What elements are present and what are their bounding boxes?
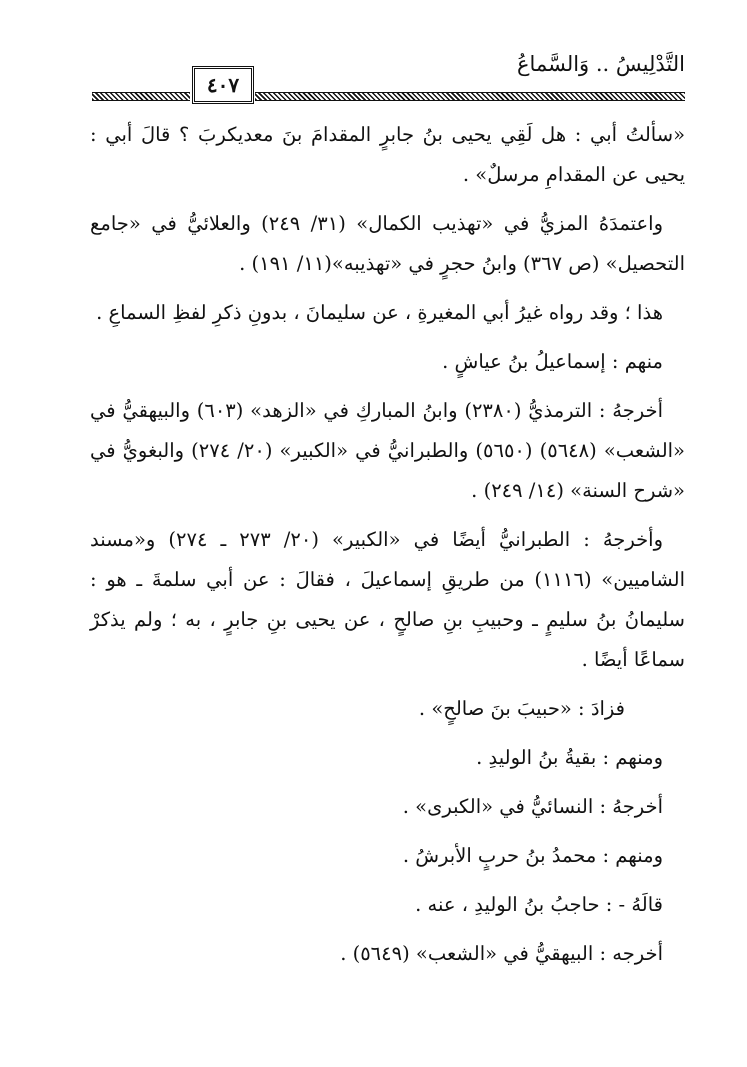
page-number: ٤٠٧ — [192, 66, 254, 104]
paragraph-quote: «سألتُ أبي : هل لَقِي يحيى بنُ جابرٍ المقدامَ بنَ معديكربَ ؟ قالَ أبي : يحيى عن المقدامِ مرسلٌ» . — [90, 123, 685, 186]
paragraph-nasai: أخرجهُ : النسائيُّ في «الكبرى» . — [402, 795, 663, 818]
header-rule-right — [255, 92, 685, 101]
paragraph-reliance: واعتمدَهُ المزيُّ في «تهذيب الكمال» (٣١/ ٢٤٩) والعلائيُّ في «جامع التحصيل» (ص ٣٦٧) وابنُ حجرٍ في «تهذيبه»(١١/ ١٩١) . — [90, 212, 685, 275]
paragraph-abrash: ومنهم : محمدُ بنُ حربٍ الأبرشُ . — [402, 844, 663, 867]
paragraph-baqiyya: ومنهم : بقيةُ بنُ الوليدِ . — [476, 746, 663, 769]
paragraph-bayhaqi: أخرجه : البيهقيُّ في «الشعب» (٥٦٤٩) . — [340, 942, 663, 965]
paragraph-takhrij-1: أخرجهُ : الترمذيُّ (٢٣٨٠) وابنُ المباركِ في «الزهد» (٦٠٣) والبيهقيُّ في «الشعب» (٥٦٤٨) (٥٦٥٠) والطبرانيُّ في «الكبير» (٢٠/ ٢٧٤) والبغويُّ في «شرح السنة» (١٤/ ٢٤٩) . — [90, 399, 685, 502]
body-text — [90, 115, 685, 983]
paragraph-addition: فزادَ : «حبيبَ بنَ صالحٍ» . — [418, 697, 625, 720]
paragraph-narration: هذا ؛ وقد رواه غيرُ أبي المغيرةِ ، عن سليمانَ ، بدونِ ذكرِ لفظِ السماعِ . — [96, 301, 663, 324]
header-rule-left — [92, 92, 190, 101]
paragraph-ismail: منهم : إسماعيلُ بنُ عياشٍ . — [442, 350, 663, 373]
paragraph-hajib: قالَهُ - : حاجبُ بنُ الوليدِ ، عنه . — [415, 893, 663, 916]
running-title: التَّدْلِيسُ .. وَالسَّماعُ — [517, 52, 685, 76]
paragraph-takhrij-2: وأخرجهُ : الطبرانيُّ أيضًا في «الكبير» (٢٠/ ٢٧٣ ـ ٢٧٤) و«مسند الشاميين» (١١١٦) من طريقِ إسماعيلَ ، فقالَ : عن أبي سلمةَ ـ هو : سليمانُ بنُ سليمٍ ـ وحبيبِ بنِ صالحٍ ، عن يحيى بنِ جابرٍ ، به ؛ ولم يذكرْ سماعًا أيضًا . — [90, 528, 685, 671]
